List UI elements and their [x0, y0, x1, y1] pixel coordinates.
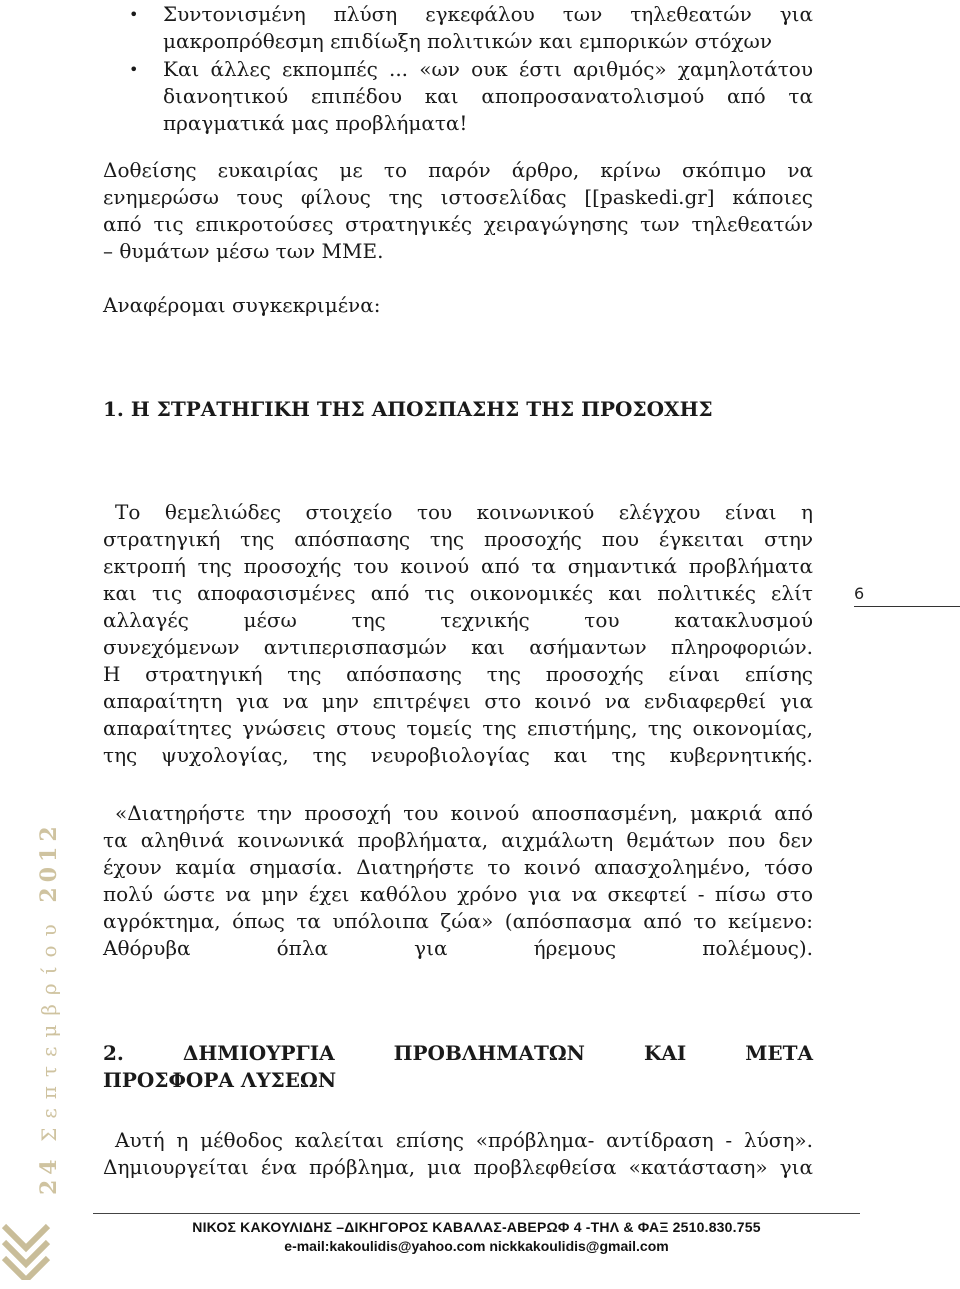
text-line: ενημερώσω τους φίλους της ιστοσελίδας [[paskedi.gr] κάποιες [103, 185, 813, 209]
text-line: Δημιουργείται ένα πρόβλημα, μια προβλεφθείσα «κατάσταση» για [103, 1155, 813, 1179]
page-number: 6 [854, 584, 865, 603]
section-1-heading: 1. Η ΣΤΡΑΤΗΓΙΚΗ ΤΗΣ ΑΠΟΣΠΑΣΗΣ ΤΗΣ ΠΡΟΣΟΧΗΣ [103, 397, 713, 421]
bullet-icon: • [129, 60, 139, 79]
section-2-heading: 2. ΔΗΜΙΟΥΡΓΙΑ ΠΡΟΒΛΗΜΑΤΩΝ ΚΑΙ ΜΕΤΑ [103, 1041, 813, 1065]
sidebar-year: 2012 [36, 821, 62, 903]
text-line: απαραίτητη για να μην επιτρέψει στο κοινό να ενδιαφερθεί για [103, 689, 813, 713]
sidebar-month: Σεπτεμβρίου [37, 915, 61, 1142]
text-line: εκτροπή της προσοχής του κοινού από τα σημαντικά προβλήματα [103, 554, 813, 578]
quote-paragraph [103, 800, 813, 962]
text-line: «Διατηρήστε την προσοχή του κοινού αποσπασμένη, μακριά από [115, 801, 813, 825]
text-line: Δοθείσης ευκαιρίας με το παρόν άρθρο, κρίνω σκόπιμο να [103, 158, 813, 182]
text-line: τα αληθινά κοινωνικά προβλήματα, αιχμάλωτη θεμάτων που δεν [103, 828, 813, 852]
sidebar-day: 24 [36, 1154, 62, 1195]
text-line: Αυτή η μέθοδος καλείται επίσης «πρόβλημα- αντίδραση - λύση». [115, 1128, 813, 1152]
text-line: αλλαγές μέσω της τεχνικής του κατακλυσμού [103, 608, 813, 632]
chevron-logo-icon [2, 1220, 52, 1280]
page-number-rule [854, 606, 960, 607]
bullet-line: διανοητικού επιπέδου και αποπροσανατολισμού από τα [163, 84, 813, 108]
text-line: Η στρατηγική της απόσπασης της προσοχής είναι επίσης [103, 662, 813, 686]
section-2-paragraph [103, 1127, 813, 1181]
bullet-line: πραγματικά μας προβλήματα! [163, 111, 468, 135]
text-line: αγρόκτημα, όπως τα υπόλοιπα ζώα» (απόσπασμα από το κείμενο: [103, 909, 813, 933]
text-line: – θυμάτων μέσω των ΜΜΕ. [103, 239, 384, 263]
bullet-line: μακροπρόθεσμη επιδίωξη πολιτικών και εμπορικών στόχων [163, 29, 772, 53]
list-item [129, 1, 813, 55]
text-line: της ψυχολογίας, της νευροβιολογίας και της κυβερνητικής. [103, 743, 813, 767]
section-1-paragraph [103, 499, 813, 769]
text-line: Το θεμελιώδες στοιχείο του κοινωνικού ελέγχου είναι η [115, 500, 813, 524]
text-line: Αθόρυβα όπλα για ήρεμους πολέμους). [103, 936, 813, 960]
section-2-heading-cont: ΠΡΟΣΦΟΡΑ ΛΥΣΕΩΝ [103, 1068, 337, 1092]
refer-line: Αναφέρομαι συγκεκριμένα: [103, 293, 381, 317]
bullet-icon: • [129, 5, 139, 24]
bullet-line: Και άλλες εκπομπές ... «ων ουκ έστι αριθμός» χαμηλοτάτου [163, 57, 813, 81]
footer-rule [93, 1213, 860, 1214]
footer-contact: ΝΙΚΟΣ ΚΑΚΟΥΛΙΔΗΣ –ΔΙΚΗΓΟΡΟΣ ΚΑΒΑΛΑΣ-ΑΒΕΡΩΦ 4 -ΤΗΛ & ΦΑΞ 2510.830.755 [192, 1219, 761, 1235]
text-line: συνεχόμενων αντιπερισπασμών και ασήμαντων πληροφοριών. [103, 635, 813, 659]
text-line: από τις επικροτούσες στρατηγικές χειραγώγησης των τηλεθεατών [103, 212, 813, 236]
text-line: έχουν καμία σημασία. Διατηρήστε το κοινό απασχολημένο, τόσο [103, 855, 813, 879]
sidebar-date [36, 821, 62, 1195]
text-line: πολύ ώστε να μην έχει καθόλου χρόνο για να σκεφτεί - πίσω στο [103, 882, 813, 906]
text-line: και τις αποφασισμένες από τις οικονομικές και πολιτικές ελίτ [103, 581, 813, 605]
text-line: απαραίτητες γνώσεις στους τομείς της επιστήμης, της οικονομίας, [103, 716, 813, 740]
text-line: στρατηγική της απόσπασης της προσοχής που έγκειται στην [103, 527, 813, 551]
footer-email: e-mail:kakoulidis@yahoo.com nickkakoulidis@gmail.com [284, 1238, 669, 1254]
list-item [129, 56, 813, 137]
bullet-line: Συντονισμένη πλύση εγκεφάλου των τηλεθεατών για [163, 2, 813, 26]
intro-paragraph [103, 157, 813, 265]
